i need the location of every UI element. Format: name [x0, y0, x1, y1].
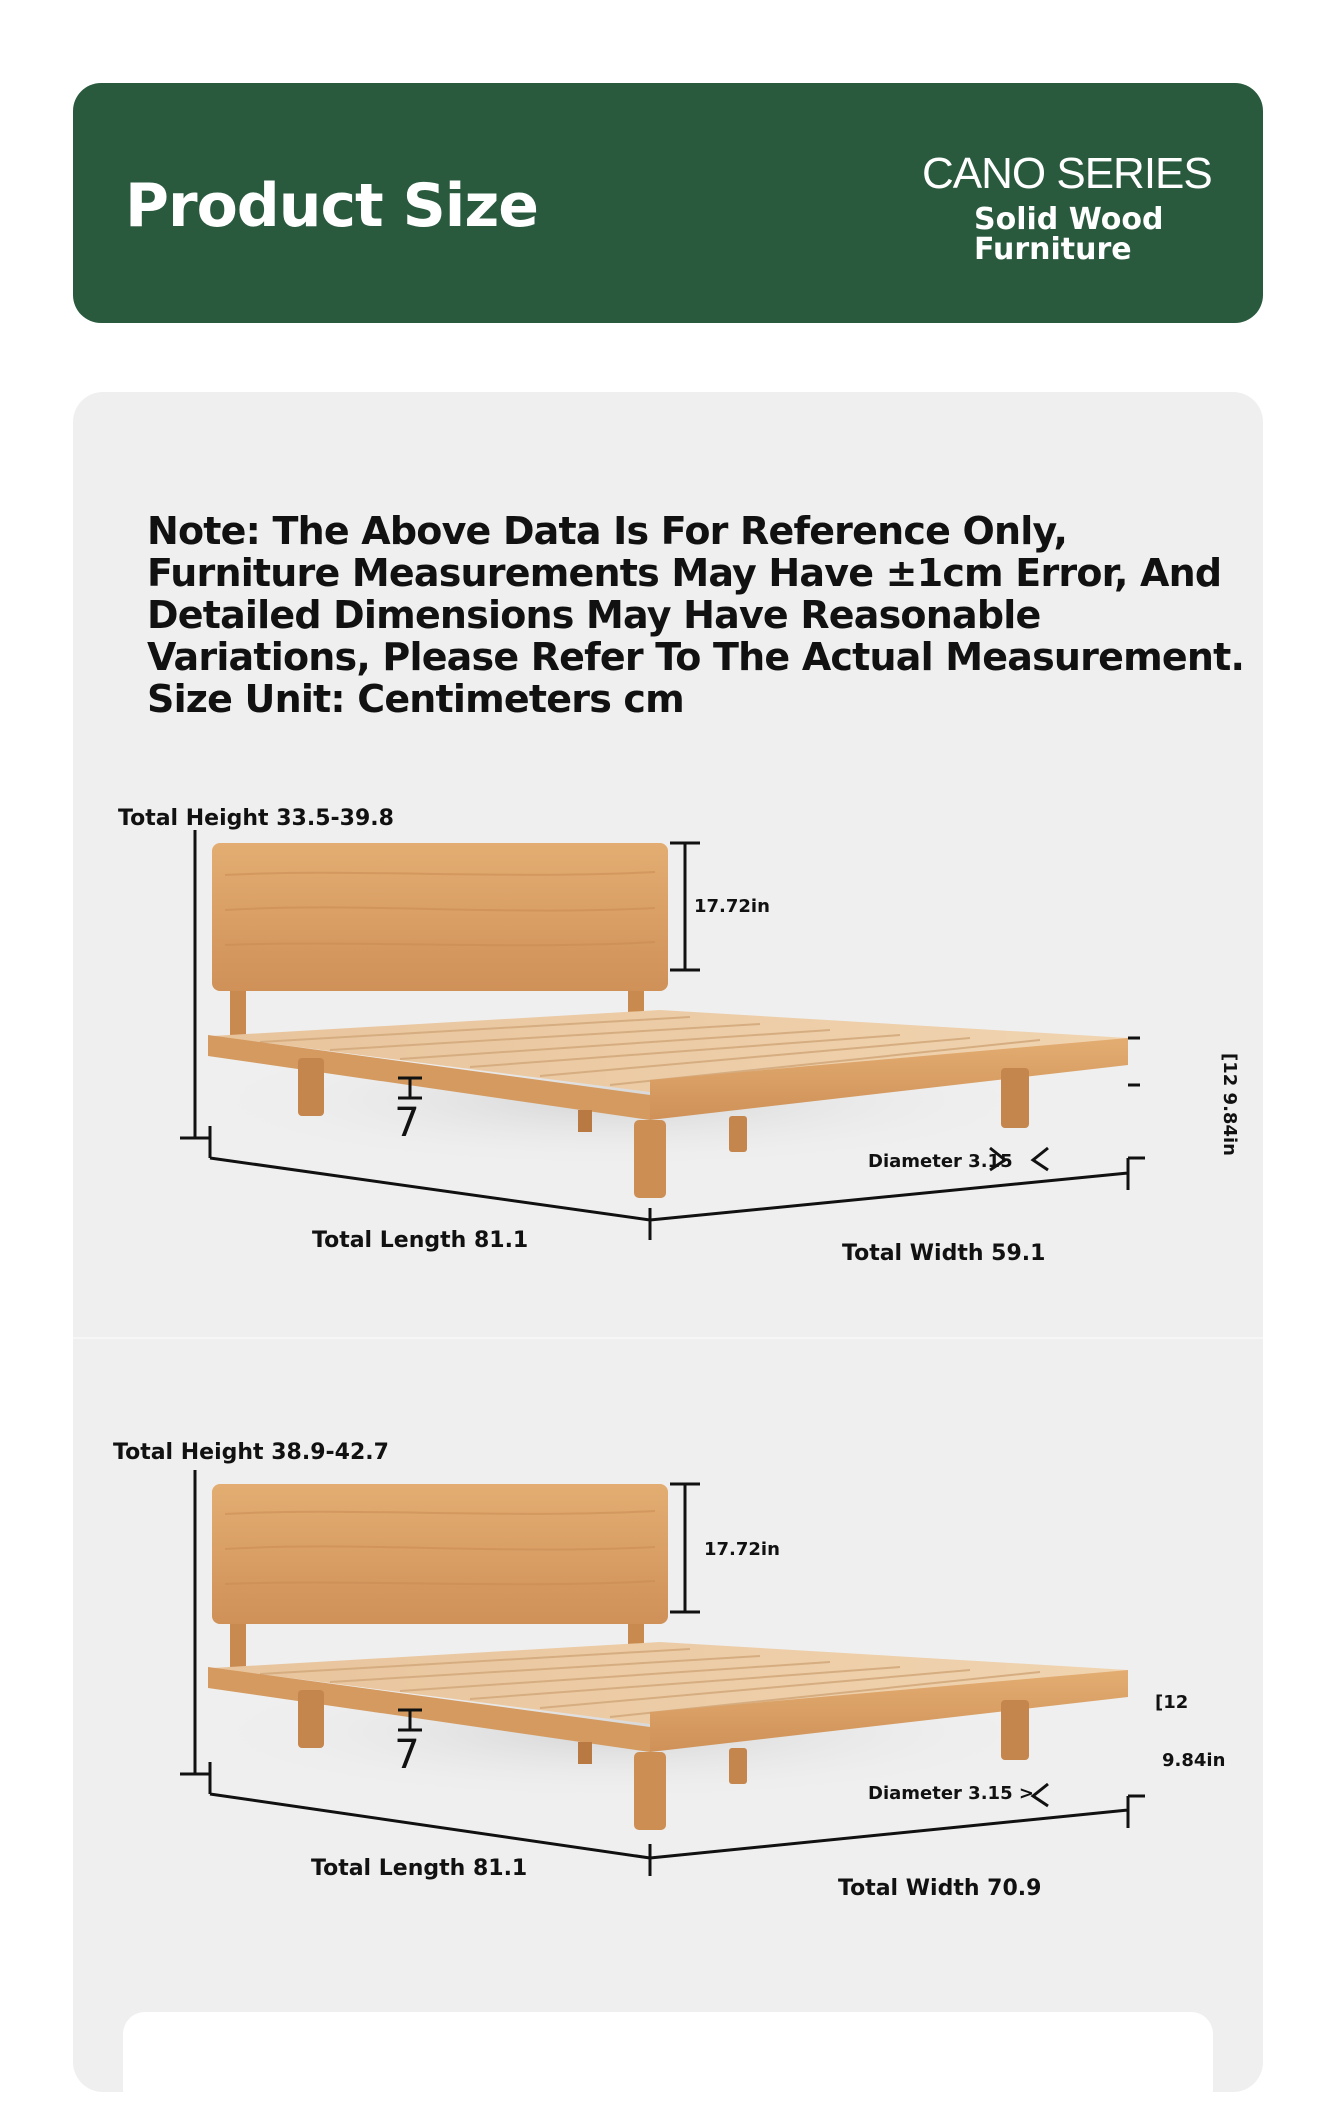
side-height-label: [12 9.84in: [1219, 1053, 1240, 1156]
total-height-label: Total Height 38.9-42.7: [113, 1440, 389, 1465]
total-width-label: Total Width 70.9: [838, 1876, 1042, 1901]
bed-leg: [1001, 1700, 1029, 1760]
headboard-height-label: 17.72in: [704, 1539, 780, 1560]
bed-leg: [578, 1110, 592, 1132]
leg-gap-label: 7: [394, 1100, 420, 1146]
bed-leg: [634, 1752, 666, 1830]
bed-leg: [634, 1120, 666, 1198]
bed-leg: [729, 1116, 747, 1152]
note-line: Variations, Please Refer To The Actual Measurement.: [147, 635, 1245, 679]
diameter-label: Diameter 3.15 >: [868, 1783, 1034, 1804]
bed-diagram-2: [0, 1412, 1322, 1892]
diameter-arrows: [1033, 1784, 1048, 1806]
headboard-height-label: 17.72in: [694, 896, 770, 917]
bed-diagram-1: [0, 780, 1322, 1260]
product-size-banner: [73, 83, 1263, 323]
total-length-label: Total Length 81.1: [312, 1228, 529, 1253]
total-height-label: Total Height 33.5-39.8: [118, 806, 394, 831]
leg-gap-label: 7: [394, 1732, 420, 1778]
total-length-label: Total Length 81.1: [311, 1856, 528, 1881]
page-title: Product Size: [125, 171, 538, 241]
bed-leg: [298, 1690, 324, 1748]
side-height-line: [1128, 1038, 1140, 1085]
headboard: [212, 843, 668, 991]
panel-divider: [73, 1337, 1263, 1339]
bed-leg: [578, 1742, 592, 1764]
side-height-top-label: [12: [1155, 1692, 1189, 1713]
series-subtitle: [974, 202, 1164, 267]
reference-note: [147, 509, 1245, 721]
series-subtitle-line: Furniture: [974, 232, 1132, 267]
note-line: Furniture Measurements May Have ±1cm Error, And: [147, 551, 1222, 595]
total-width-label: Total Width 59.1: [842, 1241, 1046, 1266]
headboard: [212, 1484, 668, 1624]
bed-leg: [298, 1058, 324, 1116]
diameter-label: Diameter 3.15: [868, 1151, 1013, 1172]
series-subtitle-line: Solid Wood: [974, 202, 1164, 237]
info-card: [123, 2012, 1213, 2112]
headboard-height-line: [670, 1484, 700, 1612]
note-line: Size Unit: Centimeters cm: [147, 677, 684, 721]
note-line: Detailed Dimensions May Have Reasonable: [147, 593, 1041, 637]
series-name: CANO SERIES: [922, 149, 1212, 198]
bed-leg: [1001, 1068, 1029, 1128]
note-line: Note: The Above Data Is For Reference Only,: [147, 509, 1068, 553]
bed-leg: [729, 1748, 747, 1784]
side-height-bottom-label: 9.84in: [1162, 1750, 1226, 1771]
